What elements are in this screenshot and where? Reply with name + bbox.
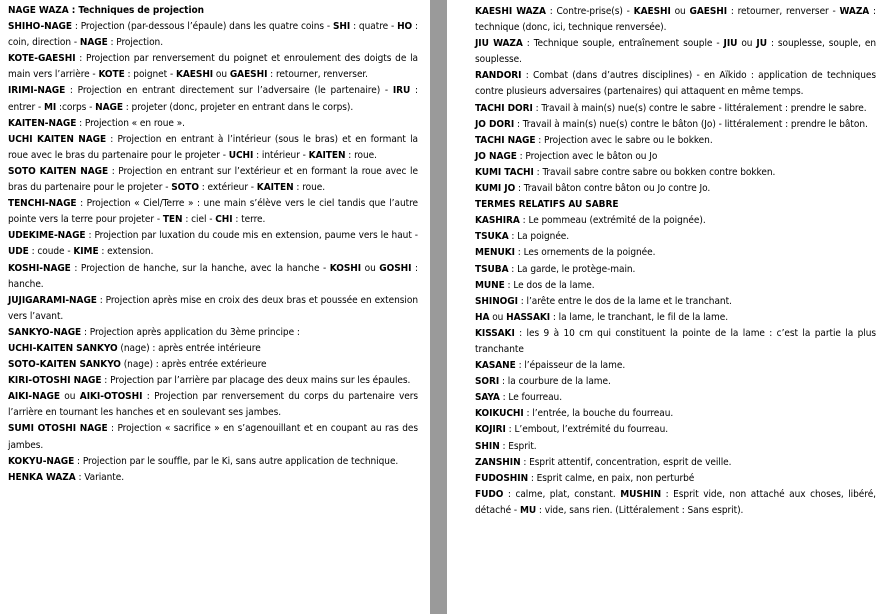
term-label: AIKI-NAGE bbox=[8, 391, 60, 403]
definition-text: : retourner, renverser. bbox=[267, 69, 368, 81]
definition-text: ou bbox=[489, 311, 507, 323]
left-entry bbox=[8, 389, 418, 421]
term-label: AIKI-OTOSHI bbox=[79, 391, 143, 403]
left-entry bbox=[8, 164, 418, 196]
right-page bbox=[447, 0, 888, 614]
term-label: GAESHI bbox=[689, 6, 728, 17]
definition-text: : Projection en entrant directement sur l’adversaire (le partenaire) - bbox=[65, 85, 393, 97]
right-entry bbox=[475, 374, 876, 390]
term-label: KAESHI WAZA bbox=[475, 6, 546, 17]
term-label: KOTE bbox=[98, 69, 125, 81]
term-label: SOTO-KAITEN SANKYO bbox=[8, 359, 121, 371]
definition-text: : poignet - bbox=[124, 69, 176, 81]
definition-text: : Travail sabre contre sabre ou bokken contre bokken. bbox=[533, 166, 776, 178]
term-label: TERMES RELATIFS AU SABRE bbox=[475, 199, 619, 211]
definition-text: : La poignée. bbox=[508, 231, 570, 243]
term-label: SOTO KAITEN NAGE bbox=[8, 165, 109, 177]
term-label: TACHI DORI bbox=[475, 102, 533, 114]
left-entry bbox=[8, 116, 418, 132]
definition-text: : Projection « en roue ». bbox=[76, 117, 185, 129]
right-entry bbox=[475, 181, 876, 197]
definition-text: : Le pommeau (extrémité de la poignée). bbox=[519, 215, 706, 227]
definition-text: : ciel - bbox=[182, 214, 216, 226]
definition-text: : coin, direction - bbox=[8, 21, 418, 49]
right-entry bbox=[475, 358, 876, 374]
term-label: MU bbox=[519, 504, 537, 516]
term-label: JUJIGARAMI-NAGE bbox=[8, 294, 97, 306]
term-label: TSUKA bbox=[475, 231, 509, 243]
definition-text: : quatre - bbox=[350, 21, 398, 33]
right-entry bbox=[475, 101, 876, 117]
left-entry bbox=[8, 196, 418, 228]
definition-text: : hanche. bbox=[8, 262, 418, 290]
definition-text: : Les ornements de la poignée. bbox=[514, 247, 656, 259]
definition-text: : souplesse, souple, en souplesse. bbox=[475, 38, 876, 66]
definition-text: (nage) : après entrée intérieure bbox=[117, 342, 261, 354]
term-label: MENUKI bbox=[475, 247, 515, 259]
term-label: IRIMI-NAGE bbox=[8, 85, 66, 97]
definition-text: : entrer - bbox=[8, 85, 418, 113]
right-entry bbox=[475, 278, 876, 294]
term-label: KOKYU-NAGE bbox=[8, 455, 75, 467]
definition-text: : Esprit calme, en paix, non perturbé bbox=[528, 472, 695, 484]
definition-text: : Esprit attentif, concentration, esprit de veille. bbox=[520, 456, 732, 468]
term-label: TEN bbox=[162, 214, 183, 226]
definition-text: : Le fourreau. bbox=[499, 392, 563, 404]
definition-text: : Projection de hanche, sur la hanche, avec la hanche - bbox=[70, 262, 330, 274]
definition-text: : Projection après mise en croix des deux bras et poussée en extension vers l’avant. bbox=[8, 294, 418, 322]
definition-text: : Projection « sacrifice » en s’agenouillant et en coupant au ras des jambes. bbox=[8, 423, 418, 451]
term-label: SHI bbox=[332, 21, 351, 33]
right-entry bbox=[475, 197, 876, 213]
term-label: JO DORI bbox=[475, 118, 515, 130]
definition-text: : vide, sans rien. (Littéralement : Sans esprit). bbox=[536, 504, 744, 516]
term-label: KOTE-GAESHI bbox=[8, 53, 76, 65]
term-label: KUMI JO bbox=[475, 183, 516, 195]
definition-text: : retourner, renverser - bbox=[727, 6, 840, 17]
left-entry bbox=[8, 454, 418, 470]
term-label: NAGE bbox=[79, 37, 108, 49]
term-label: MI bbox=[44, 101, 57, 113]
definition-text: : Projection en entrant à l’intérieur (sous le bras) et en formant la roue avec le bras du partenaire pour le projeter - bbox=[8, 133, 418, 161]
term-label: KASHIRA bbox=[475, 215, 520, 227]
definition-text: : Projection par renversement du corps du partenaire vers l’arrière en tournant les hanches et en soulevant ses jambes. bbox=[8, 391, 418, 419]
right-entry bbox=[475, 149, 876, 165]
term-label: RANDORI bbox=[475, 70, 522, 82]
term-label: MUNE bbox=[475, 279, 505, 291]
definition-text: : terre. bbox=[232, 214, 266, 226]
right-entry bbox=[475, 326, 876, 358]
term-label: SORI bbox=[475, 376, 500, 388]
term-label: KOSHI bbox=[329, 262, 362, 274]
term-label: HA bbox=[475, 311, 490, 323]
term-label: JU bbox=[756, 38, 767, 50]
definition-text: : l’entrée, la bouche du fourreau. bbox=[523, 408, 674, 420]
term-label: UCHI bbox=[228, 149, 254, 161]
right-entry bbox=[475, 213, 876, 229]
left-entry bbox=[8, 470, 418, 486]
term-label: HASSAKI bbox=[506, 311, 551, 323]
term-label: KAITEN bbox=[256, 182, 294, 194]
definition-text: : Projection. bbox=[107, 37, 164, 49]
definition-text: :corps - bbox=[56, 101, 96, 113]
term-label: UCHI KAITEN NAGE bbox=[8, 133, 107, 145]
definition-text: : Projection par le souffle, par le Ki, sans autre application de technique. bbox=[74, 455, 399, 467]
left-entry bbox=[8, 341, 418, 357]
term-label: Techniques de projection bbox=[78, 5, 204, 16]
definition-text: : Le dos de la lame. bbox=[504, 279, 595, 291]
right-entry bbox=[475, 117, 876, 133]
definition-text: : Travail à main(s) nue(s) contre le bâton (Jo) - littéralement : prendre le bâton. bbox=[514, 118, 868, 130]
definition-text: : intérieur - bbox=[253, 149, 309, 161]
left-entry bbox=[8, 293, 418, 325]
definition-text: : Projection par luxation du coude mis en extension, paume vers le haut - bbox=[85, 230, 418, 242]
definition-text: : extension. bbox=[98, 246, 154, 258]
right-entry bbox=[475, 455, 876, 471]
term-label: KAITEN bbox=[308, 149, 346, 161]
definition-text: : l’arête entre le dos de la lame et le tranchant. bbox=[517, 295, 732, 307]
right-entry bbox=[475, 294, 876, 310]
term-label: HO bbox=[397, 21, 413, 33]
term-label: KIRI-OTOSHI NAGE bbox=[8, 375, 102, 387]
definition-text: : calme, plat, constant. bbox=[503, 488, 621, 500]
right-entry bbox=[475, 406, 876, 422]
term-label: TACHI NAGE bbox=[475, 134, 536, 146]
definition-text: : Projection par l’arrière par placage des deux mains sur les épaules. bbox=[101, 375, 411, 387]
left-entry bbox=[8, 132, 418, 164]
term-label: KUMI TACHI bbox=[475, 166, 534, 178]
term-label: UCHI-KAITEN SANKYO bbox=[8, 342, 118, 354]
term-label: SOTO bbox=[171, 182, 199, 194]
term-label: SHIN bbox=[475, 440, 500, 452]
term-label: SAYA bbox=[475, 392, 500, 404]
definition-text: : la courbure de la lame. bbox=[499, 376, 611, 388]
term-label: ZANSHIN bbox=[475, 456, 521, 468]
term-label: SANKYO-NAGE bbox=[8, 326, 82, 338]
definition-text: : Projection avec le bâton ou Jo bbox=[516, 150, 658, 162]
definition-text: : roue. bbox=[293, 182, 326, 194]
term-label: KOJIRI bbox=[475, 424, 506, 436]
left-entry bbox=[8, 357, 418, 373]
left-entry bbox=[8, 228, 418, 260]
definition-text: : Esprit vide, non attaché aux choses, libéré, détaché - bbox=[475, 488, 876, 516]
term-label: HENKA WAZA bbox=[8, 471, 76, 483]
definition-text: : la lame, le tranchant, le fil de la lame. bbox=[550, 311, 729, 323]
right-entry bbox=[475, 4, 876, 36]
definition-text: : Projection par renversement du poignet et enroulement des doigts de la main vers l’arrière - bbox=[8, 53, 418, 81]
right-entry bbox=[475, 390, 876, 406]
definition-text: : Projection après application du 3ème principe : bbox=[81, 326, 300, 338]
term-label: JIU bbox=[723, 38, 738, 50]
term-label: SHINOGI bbox=[475, 295, 518, 307]
definition-text: : Variante. bbox=[75, 471, 125, 483]
right-entry bbox=[475, 439, 876, 455]
term-label: KASANE bbox=[475, 360, 516, 372]
term-label: MUSHIN bbox=[620, 488, 662, 500]
right-entry bbox=[475, 68, 876, 100]
left-entry bbox=[8, 3, 418, 19]
right-entry bbox=[475, 310, 876, 326]
definition-text: : technique (donc, ici, technique renversée). bbox=[475, 6, 876, 34]
definition-text: : La garde, le protège-main. bbox=[508, 263, 636, 275]
term-label: KAESHI bbox=[633, 6, 671, 17]
definition-text: : Projection (par-dessous l’épaule) dans les quatre coins - bbox=[71, 21, 333, 33]
right-entry bbox=[475, 487, 876, 519]
right-entry bbox=[475, 422, 876, 438]
definition-text: ou bbox=[59, 391, 80, 403]
term-label: NAGE bbox=[95, 101, 123, 113]
definition-text: : Contre-prise(s) - bbox=[545, 6, 634, 17]
definition-text: ou bbox=[737, 38, 757, 50]
left-entry bbox=[8, 83, 418, 115]
definition-text: : coude - bbox=[28, 246, 74, 258]
term-label: IRU bbox=[392, 85, 411, 97]
term-label: KOIKUCHI bbox=[475, 408, 524, 420]
definition-text: : L’embout, l’extrémité du fourreau. bbox=[505, 424, 669, 436]
term-label: JIU WAZA bbox=[475, 38, 523, 50]
left-entry bbox=[8, 19, 418, 51]
term-label: WAZA bbox=[839, 6, 870, 17]
definition-text: : Combat (dans d’autres disciplines) - en Aïkido : application de techniques contre plusieurs adversaires (partenaires) qui attaquent en même temps. bbox=[475, 70, 876, 98]
term-label: : bbox=[68, 5, 79, 16]
term-label: FUDOSHIN bbox=[475, 472, 529, 484]
definition-text: ou bbox=[213, 69, 230, 81]
right-entry bbox=[475, 262, 876, 278]
term-label: KAESHI bbox=[175, 69, 214, 81]
definition-text: : Projection avec le sabre ou le bokken. bbox=[535, 134, 713, 146]
term-label: TSUBA bbox=[475, 263, 509, 275]
left-entry bbox=[8, 325, 418, 341]
left-entry bbox=[8, 261, 418, 293]
definition-text: : roue. bbox=[345, 149, 377, 161]
right-entry bbox=[475, 36, 876, 68]
left-page bbox=[0, 0, 430, 614]
term-label: KAITEN-NAGE bbox=[8, 117, 77, 129]
term-label: KOSHI-NAGE bbox=[8, 262, 71, 274]
term-label: SHIHO-NAGE bbox=[8, 21, 72, 33]
term-label: GOSHI bbox=[379, 262, 412, 274]
definition-text: : les 9 à 10 cm qui constituent la pointe de la lame : c’est la partie la plus tranchante bbox=[475, 327, 876, 355]
definition-text: : l’épaisseur de la lame. bbox=[515, 360, 626, 372]
definition-text: : Esprit. bbox=[499, 440, 537, 452]
term-label: CHI bbox=[215, 214, 233, 226]
left-entry bbox=[8, 373, 418, 389]
right-entry bbox=[475, 165, 876, 181]
right-entry bbox=[475, 229, 876, 245]
right-entry bbox=[475, 133, 876, 149]
term-label: FUDO bbox=[475, 488, 504, 500]
right-entry bbox=[475, 471, 876, 487]
definition-text: : Travail bâton contre bâton ou Jo contre Jo. bbox=[515, 183, 711, 195]
term-label: TENCHI-NAGE bbox=[8, 198, 77, 210]
term-label: NAGE WAZA bbox=[8, 5, 69, 16]
term-label: SUMI OTOSHI NAGE bbox=[8, 423, 108, 435]
left-entry bbox=[8, 51, 418, 83]
definition-text: : Projection en entrant sur l’extérieur et en formant la roue avec le bras du partenaire pour le projeter - bbox=[8, 165, 418, 194]
definition-text: : Projection « Ciel/Terre » : une main s’élève vers le ciel tandis que l’autre pointe vers la terre pour projeter - bbox=[8, 198, 418, 226]
definition-text: : Travail à main(s) nue(s) contre le sabre - littéralement : prendre le sabre. bbox=[532, 102, 867, 114]
definition-text: ou bbox=[670, 6, 690, 17]
definition-text: (nage) : après entrée extérieure bbox=[120, 359, 267, 371]
definition-text: : extérieur - bbox=[198, 182, 257, 194]
term-label: JO NAGE bbox=[475, 150, 517, 162]
term-label: UDEKIME-NAGE bbox=[8, 230, 86, 242]
term-label: GAESHI bbox=[229, 69, 268, 81]
left-entry bbox=[8, 421, 418, 453]
definition-text: ou bbox=[361, 262, 380, 274]
term-label: KIME bbox=[73, 246, 99, 258]
definition-text: : Technique souple, entraînement souple - bbox=[522, 38, 724, 50]
term-label: KISSAKI bbox=[475, 327, 515, 339]
term-label: UDE bbox=[8, 246, 29, 258]
definition-text: : projeter (donc, projeter en entrant dans le corps). bbox=[122, 101, 354, 113]
right-entry bbox=[475, 245, 876, 261]
